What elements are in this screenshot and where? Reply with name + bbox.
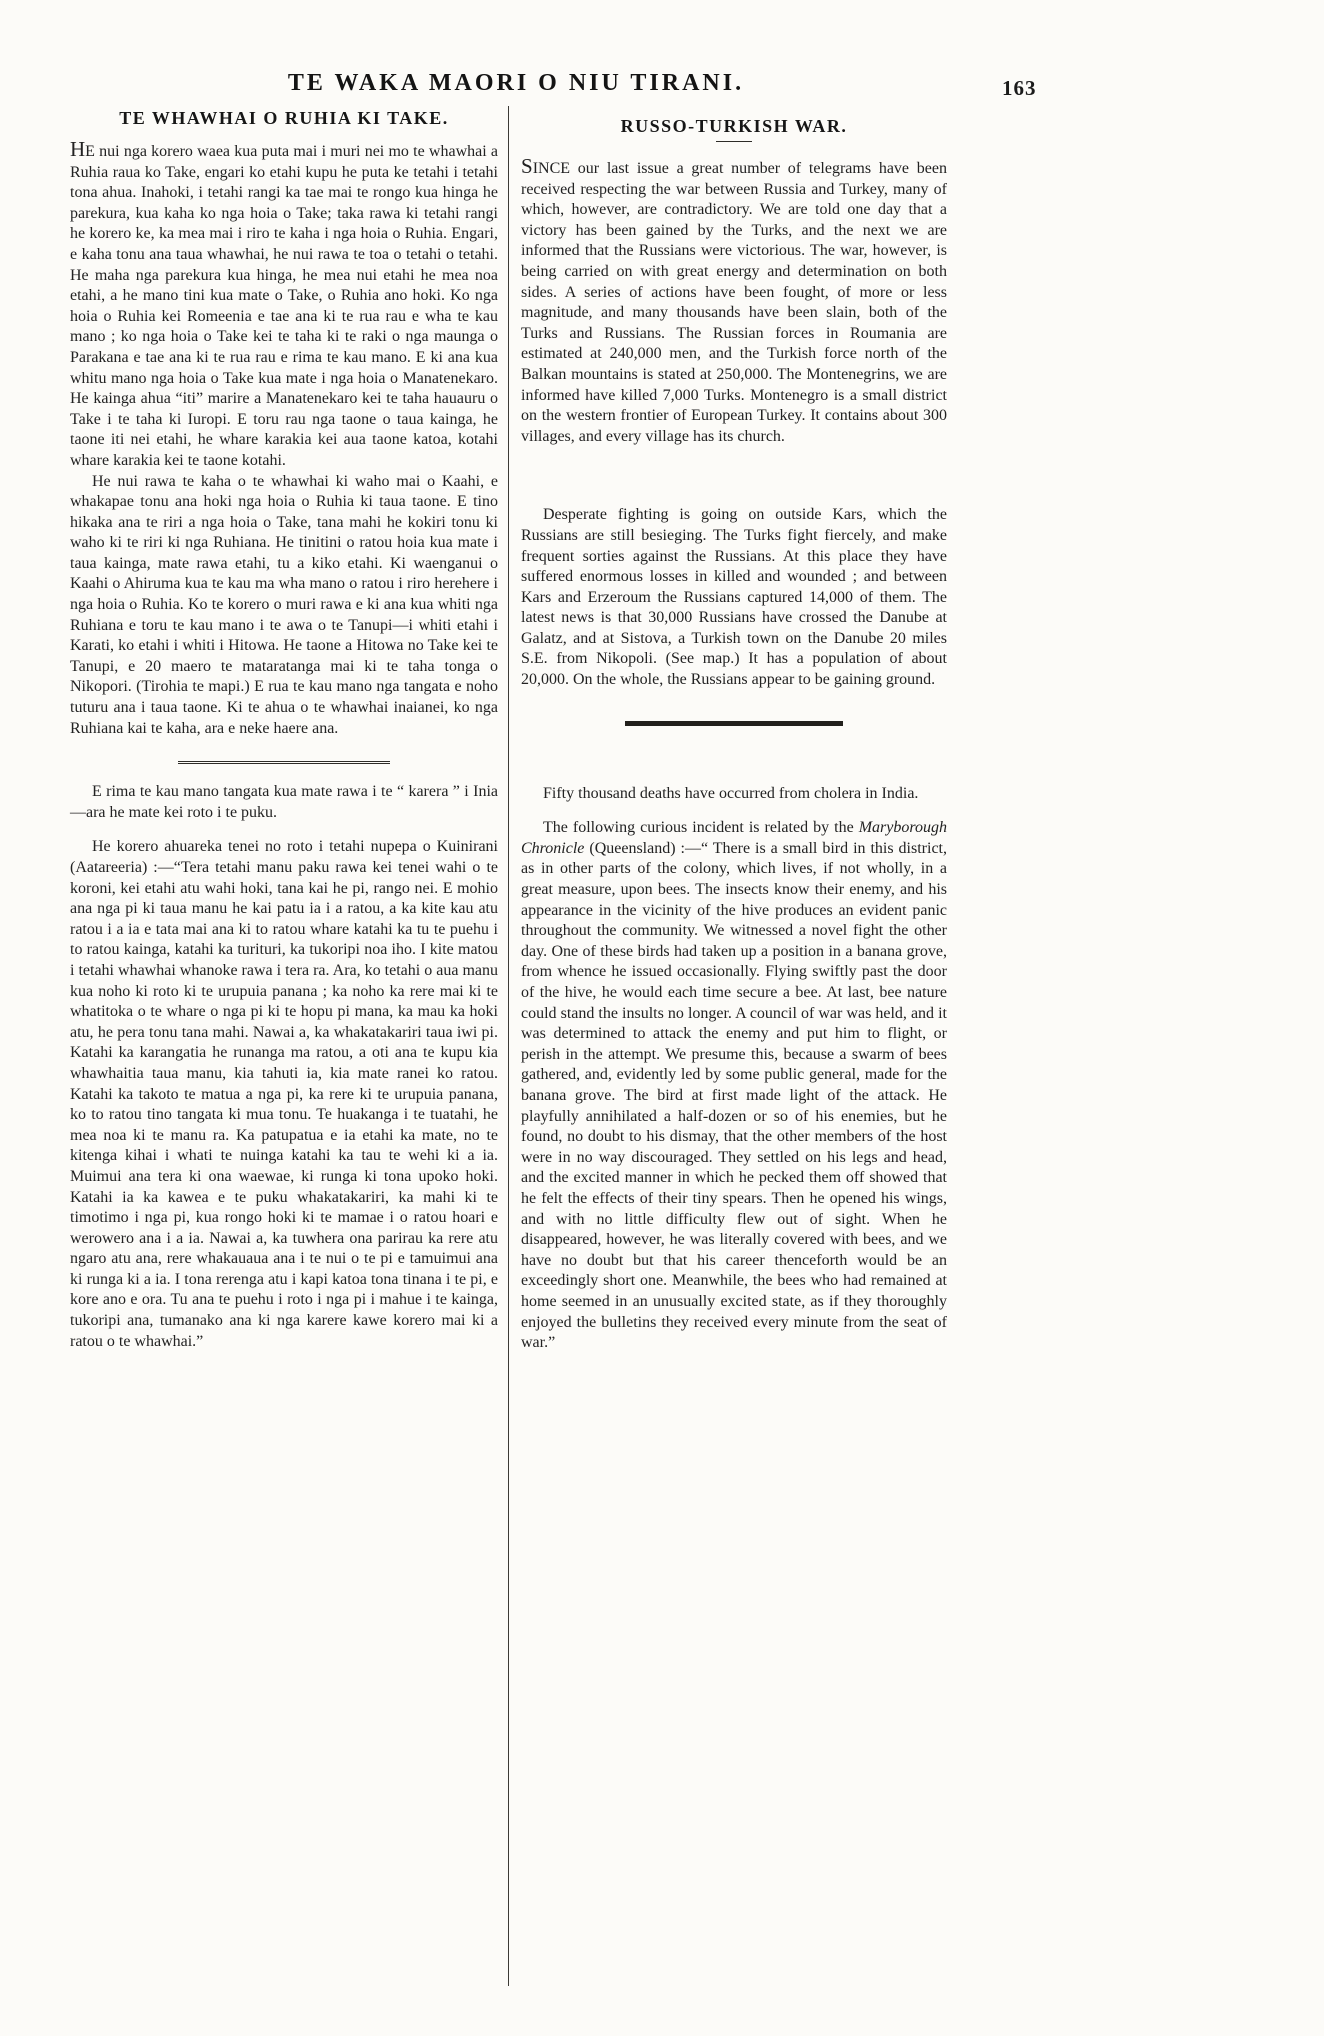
- article-paragraph-lead: The following curious incident is related by the: [543, 819, 859, 837]
- article-paragraph: SINCE our last issue a great number of telegrams have been received respecting the war between Russia and Turkey, many of which, however, are contradictory. We are told one day that a victory has been gained by the Turks, and the next we are informed that the Russians were victorious. The war, however, is being carried on with great energy and determination on both sides. A series of actions have been fought, of more or less magnitude, and many thousands have been slain, both of the Turks and Russians. The Russian forces in Roumania are estimated at 240,000 men, and the Turkish force north of the Balkan mountains is stated at 250,000. The Montenegrins, we are informed have killed 7,000 Turks. Montenegro is a small district on the western frontier of European Turkey. It contains about 300 villages, and every village has its church.: [521, 154, 947, 445]
- left-column-heading: TE WHAWHAI O RUHIA KI TAKE.: [119, 108, 449, 128]
- article-paragraph: He korero ahuareka tenei no roto i tetahi nupepa o Kuinirani (Aatareeria) :—“Tera tetahi manu paku rawa kei tenei wahi o te koroni, kei etahi atu wahi hoki, tana kai he pi, rango nei. E mohio ana nga pi ki taua manu he kai patu ia i a ratou, a ka kite kau atu ratou i a ia e tata mai ana ki to ratou whare katahi ka tu te puehu i to ratou kainga, katahi ka turituri, ka tukoripi noa iho. I kite matou i tetahi whawhai whanoke rawa i tera ra. Ara, ko tetahi o aua manu kua noho ki roto ki te urupuia panana ; ka noho ka rere mai ki te whatitoka o te whare o nga pi ki te hopu pi mana, ka mau ka hoki atu, he pera tonu tana mahi. Nawai a, ka whakatakariri taua iwi pi. Katahi ka karangatia he runanga ma ratou, a oti ana te kupu kia whawhaitia taua manu, kia tahuti ia, kia mate ranei ko ratou. Katahi ka takoto te matua a nga pi, ka rere ki te urupuia panana, ko to ratou tino tangata ki mua tonu. Te huakanga i te tuatahi, he mea noa ki te manu ra. Ka patupatua e ia etahi ka mate, no te kitenga kihai i whati te nuinga katahi ka tau te wehi ki a ia. Muimui ana tera ki ona waewae, ki runga ki tona upoko hoki. Katahi ia ka kawea e te puku whakatakariri, ka mahi ki te timotimo i nga pi, kua rongo hoki ki te mamae i o ratou hoari e werowero ana i a ia. Nawai a, ka tuwhera ona parirau ka rere atu ngaro atu ana, rere whakauaua ana i te nui o te pi e tamuimui ana ki runga ki a ia. I tona rerenga atu i kapi katoa tona tinana i te pi, e kore ano e ora. Tu ana te puehu i roto i nga pi i mahue i te kainga, tukoripi ana, tumanako ana ki nga karere kawe korero mai ki a ratou o te whawhai.”: [70, 838, 498, 1350]
- article-paragraph: Fifty thousand deaths have occurred from cholera in India.: [543, 784, 919, 802]
- article-paragraph: [521, 818, 947, 1353]
- right-column-heading: RUSSO-TURKISH WAR.: [620, 116, 848, 136]
- spacer: [70, 823, 498, 837]
- left-column: [70, 106, 508, 1986]
- spacer: [521, 804, 947, 818]
- spacer: [521, 726, 947, 784]
- spacer: [521, 447, 947, 505]
- article-paragraph: HE nui nga korero waea kua puta mai i muri nei mo te whawhai a Ruhia raua ko Take, engari ko etahi kupu he puta ke tetahi i tetahi tona ahua. Inahoki, i tetahi rangi ka tae mai te rongo kua hinga he parekura, kua kaha ko nga hoia o Take; taka rawa ki tetahi rangi he korero ke, ka mea mai i riro te kaha i nga hoia o Ruhia. Engari, e kaha tonu ana taua whawhai, he nui rawa te toa o tetahi o tetahi. He maha nga parekura kua hinga, he mea nui etahi he mea noa etahi, a he mano tini kua mate o Take, o Ruhia ano hoki. Ko nga hoia o Ruhia kei Romeenia e tae ana ki te rua rau e wha te kau mano ; ko nga hoia o Take kei te taha ki te raki o nga maunga o Parakana e tae ana ki te rua rau e rima te kau mano. E ki ana kua whitu mano nga hoia o Take kua mate i nga hoia o Manatenekaro. He kainga ahua “iti” marire a Manatenekaro kei te taha hauauru o Take i te taha ki Iuropi. E toru rau nga taone o taua kainga, he taone iti nei etahi, he whare karakia kei aua taone katoa, kotahi whare karakia kei te taone kotahi.: [70, 137, 498, 469]
- section-divider: [178, 761, 390, 764]
- article-paragraph-rest: (Queensland) :—“ There is a small bird in this district, as in other parts of the colony, which lives, if not wholly, in a great measure, upon bees. The insects know their enemy, and his appearance in the vicinity of the hive produces an evident panic throughout the community. We witnessed a novel fight the other day. One of these birds had taken up a position in a banana grove, from whence he issued occasionally. Flying swiftly past the door of the hive, he would each time secure a bee. At last, bee nature could stand the insults no longer. A council of war was held, and it was determined to attack the enemy and put him to flight, or perish in the attempt. We presume this, because a swarm of bees gathered, and, evidently led by some public general, made for the banana grove. The bird at first made light of the attack. He playfully annihilated a half-dozen or so of his enemies, but he found, no doubt to his dismay, that the other members of the host were in no way discouraged. They settled on his legs and head, and the excited manner in which he pecked them off showed that he felt the effects of their tiny spears. Then he opened his wings, and with no little difficulty flew out of sight. When he disappeared, however, he was literally covered with bees, and we have no doubt but that his career thenceforth would be an exceedingly short one. Meanwhile, the bees who had remained at home seemed in an unusually excited state, as if they thoroughly enjoyed the bulletins they received every minute from the seat of war.”: [521, 839, 947, 1352]
- article-paragraph: Desperate fighting is going on outside Kars, which the Russians are still besieging. The Turks fight fiercely, and make frequent sorties against the Russians. At this place they have suffered enormous losses in killed and wounded ; and between Kars and Erzeroum the Russians captured 14,000 of them. The latest news is that 30,000 Russians have crossed the Danube at Galatz, and at Sistova, a Turkish town on the Danube 20 miles S.E. from Nikopoli. (See map.) It has a population of about 20,000. On the whole, the Russians appear to be gaining ground.: [521, 506, 947, 689]
- right-column: [509, 106, 947, 1986]
- publication-name: Maryborough Chronicle: [521, 819, 947, 857]
- article-paragraph: E rima te kau mano tangata kua mate rawa i te “ karera ” i Inia—ara he mate kei roto i te puku.: [70, 783, 498, 821]
- heading-rule: [716, 141, 752, 142]
- page-number: 163: [1002, 76, 1037, 100]
- columns-container: [70, 106, 962, 1986]
- article-paragraph: He nui rawa te kaha o te whawhai ki waho mai o Kaahi, e whakapae tonu ana hoki nga hoia o Ruhia ki taua taone. E tino hikaka ana te riri a nga hoia o Take, tana mahi he kokiri tonu ki waho ki te riri ki nga Ruhiana. He tinitini o ratou hoia kua mate i taua kainga, mate rawa etahi, tu a kiko etahi. Ki waenganui o Kaahi o Ahiruma kua te kau ma wha mano o ratou i riro herehere i nga hoia o Ruhia. Ko te korero o muri rawa e ki ana kua whiti nga Ruhiana e toru te kau mano i te awa o te Tanupi—i whiti etahi i Karati, ko etahi i whiti i Hitowa. He taone a Hitowa no Take kei te Tanupi, e 20 maero te mataratanga mai ki te taha tonga o Nikopori. (Tirohia te mapi.) E rua te kau mano nga tangata e noho tuturu ana i taua taone. Ki te ahua o te whawhai inaianei, ko nga Ruhiana kai te kaha, ara e neke haere ana.: [70, 472, 498, 737]
- masthead-title: TE WAKA MAORI O NIU TIRANI.: [287, 70, 745, 96]
